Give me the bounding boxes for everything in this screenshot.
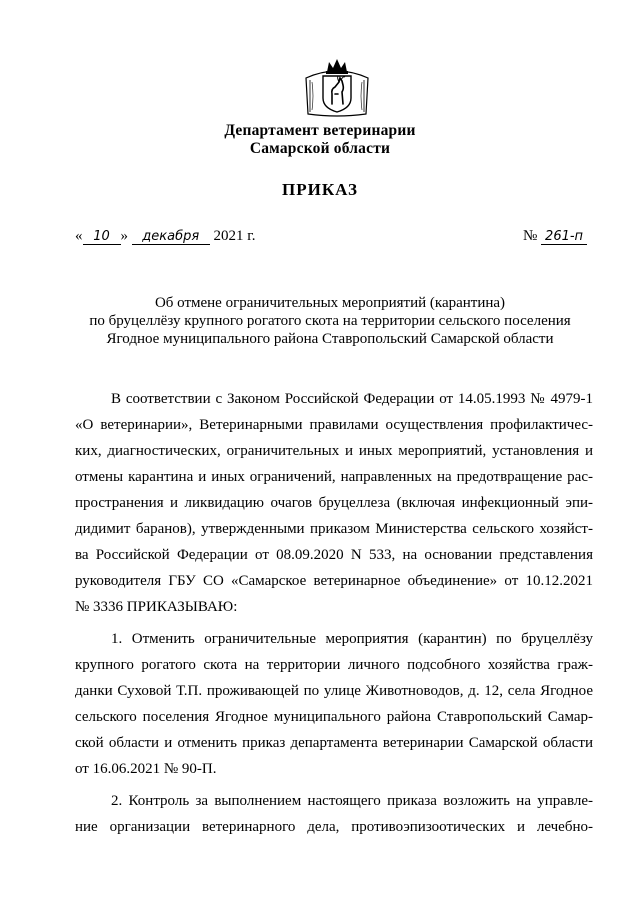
body-line: от 16.06.2021 № 90-П. <box>75 761 217 777</box>
order-number <box>523 228 587 245</box>
date-month-handwritten: декабря <box>132 229 210 245</box>
order-body <box>75 386 593 840</box>
samara-coat-of-arms-icon <box>302 56 372 118</box>
document-title: ПРИКАЗ <box>282 180 358 199</box>
body-line: сельского поселения Ягодное муниципального района Ставропольский Самар- <box>75 709 593 725</box>
order-number-handwritten: 261-п <box>541 229 587 245</box>
subject-line: Об отмене ограничительных мероприятий (карантина) <box>154 295 506 311</box>
date-day-handwritten: 10 <box>83 229 121 245</box>
body-line: «О ветеринарии», Ветеринарными правилами осуществления профилактичес- <box>75 417 593 433</box>
organization-name: Департамент ветеринарии <box>224 122 416 139</box>
body-line: ких, диагностических, ограничительных и иных мероприятий, установления и <box>75 443 593 459</box>
order-number-prefix: № <box>523 228 538 244</box>
body-line: В соответствии с Законом Российской Федерации от 14.05.1993 № 4979-1 <box>111 391 593 407</box>
subject-line: по бруцеллёзу крупного рогатого скота на территории сельского поселения <box>89 313 571 329</box>
body-line: ва Российской Федерации от 08.09.2020 N 533, на основании представления <box>75 547 593 563</box>
body-line: дидимит баранов), утвержденными приказом Министерства сельского хозяйст- <box>75 521 593 537</box>
coat-of-arms-emblem <box>302 56 372 118</box>
date-close-quote: » <box>120 228 128 244</box>
body-line: руководителя ГБУ СО «Самарское ветеринарное объединение» от 10.12.2021 <box>75 573 593 589</box>
body-line: 2. Контроль за выполнением настоящего приказа возложить на управле- <box>111 793 593 809</box>
body-line: отмены карантина и иных ограничений, направленных на предотвращение рас- <box>75 469 593 485</box>
body-line: ние организации ветеринарного дела, противоэпизоотических и лечебно- <box>75 819 593 835</box>
body-line: крупного рогатого скота на территории личного подсобного хозяйства граж- <box>75 657 593 673</box>
subject-line: Ягодное муниципального района Ставропольский Самарской области <box>106 331 554 347</box>
date-year: 2021 г. <box>213 228 256 244</box>
body-line: ской области и отменить приказ департамента ветеринарии Самарской области <box>75 735 593 751</box>
body-line: пространения и ликвидацию очагов бруцеллеза (включая инфекционный эпи- <box>75 495 593 511</box>
body-line: 1. Отменить ограничительные мероприятия (карантин) по бруцеллёзу <box>111 631 593 647</box>
order-date <box>75 228 255 245</box>
order-subject <box>60 294 600 348</box>
body-line: данки Суховой Т.П. проживающей по улице Животноводов, д. 12, села Ягодное <box>75 683 593 699</box>
date-open-quote: « <box>75 228 83 244</box>
body-line: № 3336 ПРИКАЗЫВАЮ: <box>75 599 238 615</box>
organization-region: Самарской области <box>249 140 391 157</box>
